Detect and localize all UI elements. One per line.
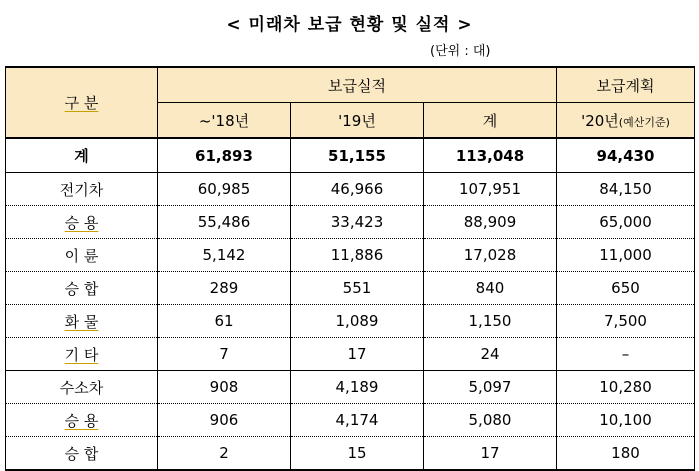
row-sum: 88,909 bbox=[424, 206, 557, 239]
row-2020: 10,100 bbox=[557, 404, 695, 437]
row-2020: 65,000 bbox=[557, 206, 695, 239]
header-gubun: 구 분 bbox=[6, 67, 158, 138]
row-2018: 7 bbox=[158, 338, 291, 371]
hydrogen-sum: 5,097 bbox=[424, 371, 557, 404]
row-sum: 17 bbox=[424, 437, 557, 471]
header-2019: '19년 bbox=[291, 103, 424, 139]
table-row bbox=[6, 272, 695, 305]
header-plan: 보급계획 bbox=[557, 67, 695, 103]
header-2020: '20년(예산기준) bbox=[557, 103, 695, 139]
electric-2019: 46,966 bbox=[291, 173, 424, 206]
row-2020: 650 bbox=[557, 272, 695, 305]
row-2020: 180 bbox=[557, 437, 695, 471]
total-label: 계 bbox=[6, 138, 158, 173]
row-2020: – bbox=[557, 338, 695, 371]
row-label: 승 합 bbox=[6, 437, 158, 471]
row-label: 이 륜 bbox=[6, 239, 158, 272]
electric-2020: 84,150 bbox=[557, 173, 695, 206]
hydrogen-label: 수소차 bbox=[6, 371, 158, 404]
row-label: 승 합 bbox=[6, 272, 158, 305]
row-2018: 289 bbox=[158, 272, 291, 305]
unit-note: (단위 : 대) bbox=[430, 44, 491, 59]
electric-row bbox=[6, 173, 695, 206]
total-row bbox=[6, 138, 695, 173]
hydrogen-2019: 4,189 bbox=[291, 371, 424, 404]
table-row bbox=[6, 239, 695, 272]
row-2018: 5,142 bbox=[158, 239, 291, 272]
electric-sum: 107,951 bbox=[424, 173, 557, 206]
row-2018: 2 bbox=[158, 437, 291, 471]
header-total: 계 bbox=[424, 103, 557, 139]
row-sum: 17,028 bbox=[424, 239, 557, 272]
table-row bbox=[6, 305, 695, 338]
stats-table bbox=[5, 66, 695, 471]
total-2018: 61,893 bbox=[158, 138, 291, 173]
hydrogen-2020: 10,280 bbox=[557, 371, 695, 404]
row-label: 기 타 bbox=[6, 338, 158, 371]
row-label: 화 물 bbox=[6, 305, 158, 338]
hydrogen-row bbox=[6, 371, 695, 404]
row-2019: 1,089 bbox=[291, 305, 424, 338]
row-sum: 24 bbox=[424, 338, 557, 371]
row-2018: 55,486 bbox=[158, 206, 291, 239]
row-2019: 17 bbox=[291, 338, 424, 371]
row-2018: 906 bbox=[158, 404, 291, 437]
table-row bbox=[6, 437, 695, 471]
header-2018: ~'18년 bbox=[158, 103, 291, 139]
header-2020-note: (예산기준) bbox=[618, 115, 670, 129]
table-title: < 미래차 보급 현황 및 실적 > bbox=[226, 15, 473, 35]
row-2019: 15 bbox=[291, 437, 424, 471]
header-actual: 보급실적 bbox=[158, 67, 557, 103]
row-label: 승 용 bbox=[6, 404, 158, 437]
total-2020: 94,430 bbox=[557, 138, 695, 173]
row-2019: 11,886 bbox=[291, 239, 424, 272]
row-sum: 840 bbox=[424, 272, 557, 305]
total-sum: 113,048 bbox=[424, 138, 557, 173]
total-2019: 51,155 bbox=[291, 138, 424, 173]
electric-label: 전기차 bbox=[6, 173, 158, 206]
row-2020: 7,500 bbox=[557, 305, 695, 338]
table-row bbox=[6, 206, 695, 239]
row-sum: 1,150 bbox=[424, 305, 557, 338]
row-label: 승 용 bbox=[6, 206, 158, 239]
row-sum: 5,080 bbox=[424, 404, 557, 437]
table-row bbox=[6, 338, 695, 371]
table-row bbox=[6, 404, 695, 437]
row-2019: 33,423 bbox=[291, 206, 424, 239]
row-2020: 11,000 bbox=[557, 239, 695, 272]
electric-2018: 60,985 bbox=[158, 173, 291, 206]
row-2019: 551 bbox=[291, 272, 424, 305]
row-2019: 4,174 bbox=[291, 404, 424, 437]
hydrogen-2018: 908 bbox=[158, 371, 291, 404]
row-2018: 61 bbox=[158, 305, 291, 338]
